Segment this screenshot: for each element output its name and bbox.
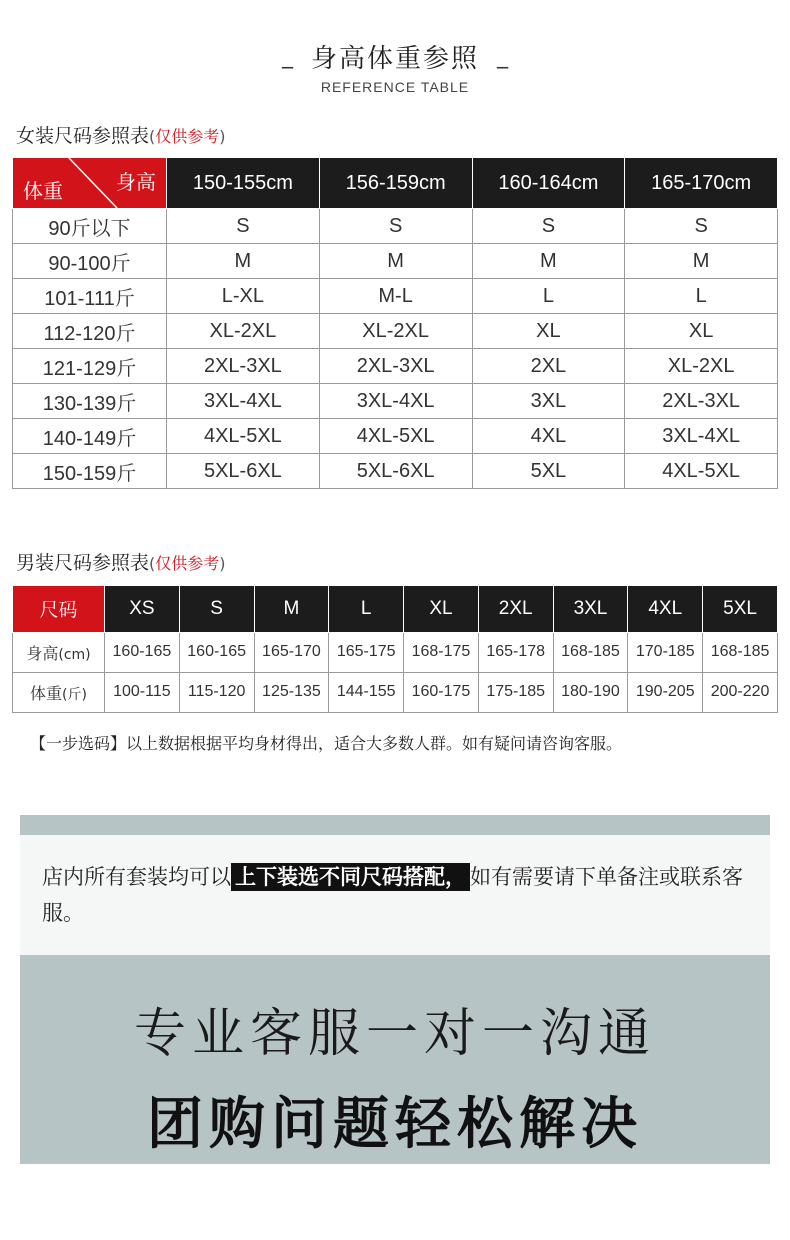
women-table-row: [13, 314, 778, 349]
men-height-label-text: 身高: [26, 643, 59, 663]
women-size-cell: M: [167, 244, 320, 279]
women-table-row: [13, 349, 778, 384]
page-subtitle: REFERENCE TABLE: [320, 79, 470, 95]
promo-banner: [20, 955, 770, 1164]
men-size-header: 4XL: [628, 586, 703, 632]
women-title-text: 女装尺码参照表: [16, 125, 150, 147]
men-weight-unit: (斤): [62, 686, 87, 703]
women-size-cell: XL-2XL: [625, 349, 778, 384]
men-height-cell: 168-185: [703, 632, 778, 672]
women-table-row: [13, 454, 778, 489]
men-note: 仅供参考: [155, 554, 220, 573]
men-height-cell: 170-185: [628, 632, 703, 672]
women-size-cell: 4XL-5XL: [167, 419, 320, 454]
men-weight-cell: 115-120: [179, 672, 254, 712]
women-size-cell: 2XL-3XL: [167, 349, 320, 384]
men-weight-cell: 200-220: [703, 672, 778, 712]
men-note-close: ): [219, 554, 226, 573]
men-height-label: [13, 632, 105, 672]
women-weight-cell: 101-111斤: [13, 279, 167, 314]
women-size-cell: 3XL-4XL: [167, 384, 320, 419]
women-size-cell: S: [472, 209, 625, 244]
women-size-cell: M: [625, 244, 778, 279]
women-size-cell: 4XL: [472, 419, 625, 454]
women-size-cell: L: [625, 279, 778, 314]
women-table-row: [13, 209, 778, 244]
women-size-cell: 3XL-4XL: [625, 419, 778, 454]
women-size-cell: 5XL: [472, 454, 625, 489]
men-height-cell: 168-185: [553, 632, 628, 672]
promo-top-strip: [20, 815, 770, 835]
women-corner-cell: [13, 158, 167, 209]
women-size-cell: S: [167, 209, 320, 244]
women-weight-cell: 150-159斤: [13, 454, 167, 489]
women-size-cell: 3XL-4XL: [319, 384, 472, 419]
women-size-table: [12, 158, 778, 489]
men-height-unit: (cm): [58, 646, 91, 663]
size-advice-text: 【一步选码】以上数据根据平均身材得出，适合大多数人群。如有疑问请咨询客服。: [30, 734, 623, 753]
women-size-cell: L-XL: [167, 279, 320, 314]
women-col-header: 160-164cm: [472, 158, 625, 209]
women-size-cell: S: [625, 209, 778, 244]
men-size-header: L: [329, 586, 404, 632]
women-weight-cell: 130-139斤: [13, 384, 167, 419]
men-size-header: 2XL: [478, 586, 553, 632]
women-size-cell: 3XL: [472, 384, 625, 419]
promo-highlight: 上下装选不同尺码搭配，: [231, 863, 470, 891]
women-size-cell: M-L: [319, 279, 472, 314]
women-size-cell: XL: [625, 314, 778, 349]
men-weight-cell: 125-135: [254, 672, 329, 712]
women-header-row: [13, 158, 778, 209]
men-weight-cell: 175-185: [478, 672, 553, 712]
men-size-header: 3XL: [553, 586, 628, 632]
women-weight-cell: 112-120斤: [13, 314, 167, 349]
men-weight-row: [13, 672, 778, 712]
promo-text-after: 如有需要请下单备注或联系客服。: [42, 865, 743, 925]
men-title-text: 男装尺码参照表: [16, 552, 150, 574]
women-weight-cell: 140-149斤: [13, 419, 167, 454]
women-size-cell: 2XL-3XL: [319, 349, 472, 384]
women-size-cell: L: [472, 279, 625, 314]
women-note-close: ): [219, 127, 226, 146]
promo-line-2: 团购问题轻松解决: [147, 1092, 643, 1157]
women-size-cell: 5XL-6XL: [167, 454, 320, 489]
promo-text-before: 店内所有套装均可以: [42, 865, 231, 889]
women-size-cell: 2XL-3XL: [625, 384, 778, 419]
men-weight-label-text: 体重: [30, 683, 63, 703]
men-height-cell: 168-175: [404, 632, 479, 672]
women-col-header: 156-159cm: [319, 158, 472, 209]
women-weight-cell: 121-129斤: [13, 349, 167, 384]
women-col-header: 165-170cm: [625, 158, 778, 209]
women-table-row: [13, 279, 778, 314]
men-weight-cell: 180-190: [553, 672, 628, 712]
men-height-cell: 160-165: [179, 632, 254, 672]
men-size-header: S: [179, 586, 254, 632]
men-height-cell: 165-170: [254, 632, 329, 672]
women-size-cell: S: [319, 209, 472, 244]
title-dash-right: _: [497, 43, 508, 69]
corner-height-label: 身高: [116, 170, 156, 194]
women-size-cell: XL-2XL: [167, 314, 320, 349]
women-size-cell: XL: [472, 314, 625, 349]
women-size-cell: 2XL: [472, 349, 625, 384]
men-size-label: 尺码: [13, 586, 105, 632]
promo-notice-text: [42, 859, 762, 931]
men-height-cell: 165-178: [478, 632, 553, 672]
men-section-title: [16, 548, 226, 575]
women-size-cell: M: [319, 244, 472, 279]
women-size-cell: 4XL-5XL: [625, 454, 778, 489]
men-note-open: (: [149, 554, 156, 573]
women-col-header: 150-155cm: [167, 158, 320, 209]
men-header-row: [13, 586, 778, 632]
women-size-cell: XL-2XL: [319, 314, 472, 349]
women-size-cell: M: [472, 244, 625, 279]
men-size-header: XL: [404, 586, 479, 632]
women-note-open: (: [149, 127, 156, 146]
women-section-title: [16, 121, 226, 148]
title-dash-left: _: [281, 43, 293, 69]
women-size-cell: 4XL-5XL: [319, 419, 472, 454]
promo-line-1: 专业客服一对一沟通: [133, 1004, 656, 1064]
men-size-header: XS: [105, 586, 180, 632]
women-weight-cell: 90-100斤: [13, 244, 167, 279]
promo-notice-box: [20, 835, 770, 955]
men-weight-cell: 190-205: [628, 672, 703, 712]
men-height-cell: 165-175: [329, 632, 404, 672]
page-header: [0, 38, 790, 95]
women-table-row: [13, 419, 778, 454]
men-weight-label: [13, 672, 105, 712]
men-height-row: [13, 632, 778, 672]
women-note: 仅供参考: [155, 127, 220, 146]
women-size-cell: 5XL-6XL: [319, 454, 472, 489]
men-weight-cell: 160-175: [404, 672, 479, 712]
corner-weight-label: 体重: [23, 179, 63, 203]
women-table-row: [13, 244, 778, 279]
men-weight-cell: 100-115: [105, 672, 180, 712]
page-title: 身高体重参照: [310, 44, 479, 74]
men-size-table: [12, 586, 778, 713]
men-height-cell: 160-165: [105, 632, 180, 672]
men-size-header: M: [254, 586, 329, 632]
women-weight-cell: 90斤以下: [13, 209, 167, 244]
men-weight-cell: 144-155: [329, 672, 404, 712]
women-table-row: [13, 384, 778, 419]
men-size-header: 5XL: [703, 586, 778, 632]
